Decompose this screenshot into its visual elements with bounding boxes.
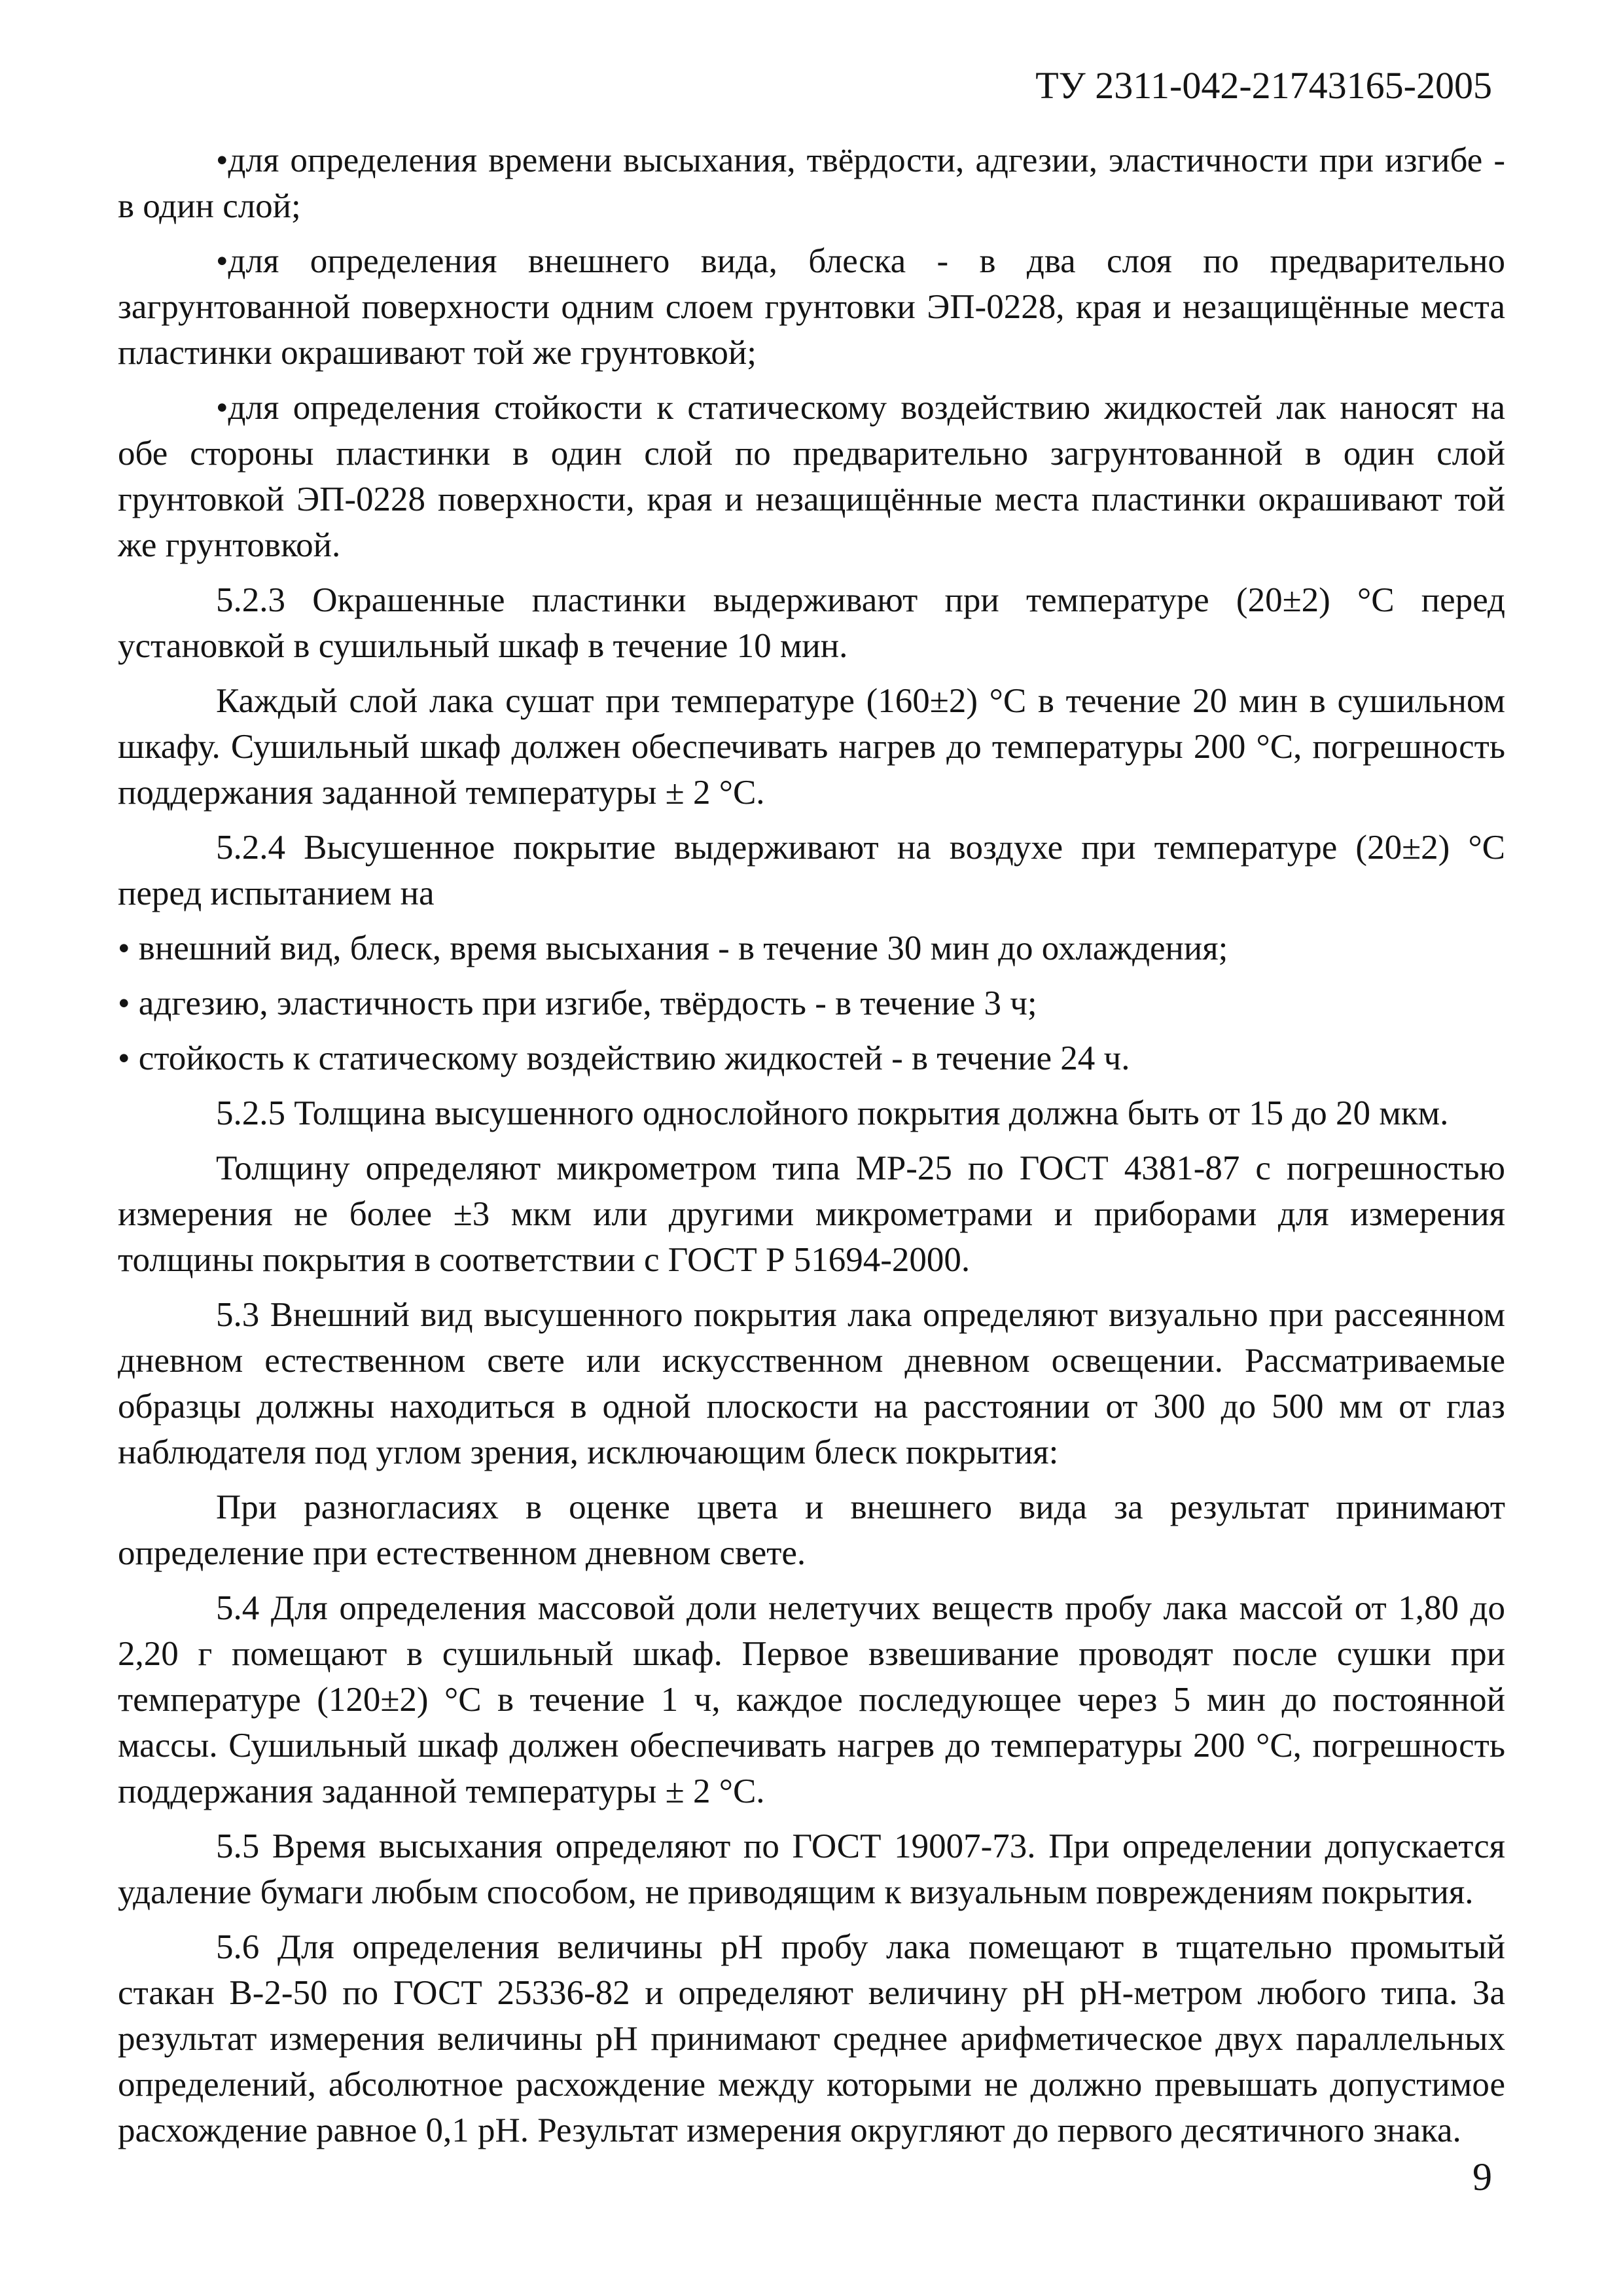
paragraph-5-4: 5.4 Для определения массовой доли нелетучих веществ пробу лака массой от 1,80 до 2,20 г помещают в сушильный шкаф. Первое взвешивание проводят после сушки при температуре (120±2) °С в течение 1 ч, каждое последующее через 5 мин до постоянной массы. Сушильный шкаф должен обеспечивать нагрев до температуры 200 °С, погрешность поддержания заданной температуры ± 2 °С. [118,1589,1505,1810]
paragraph-5-2-5: 5.2.5 Толщина высушенного однослойного покрытия должна быть от 15 до 20 мкм. [216,1094,1449,1132]
page-number: 9 [1472,2155,1492,2198]
document-code: ТУ 2311-042-21743165-2005 [1035,64,1492,107]
paragraph-5-6: 5.6 Для определения величины рН пробу лака помещают в тщательно промытый стакан В-2-50 по ГОСТ 25336-82 и определяют величину рН рН-метром любого типа. За результат измерения величины рН принимают среднее арифметическое двух параллельных определений, абсолютное расхождение между которыми не должно превышать допустимое расхождение равное 0,1 рН. Результат измерения округляют до первого десятичного знака. [118,1928,1505,2149]
paragraph-5-5: 5.5 Время высыхания определяют по ГОСТ 19007-73. При определении допускается удаление бумаги любым способом, не приводящим к визуальным повреждениям покрытия. [118,1827,1505,1911]
paragraph-bullet-drying: •для определения времени высыхания, твёрдости, адгезии, эластичности при изгибе - в один слой; [118,141,1505,225]
paragraph-disagreement: При разногласиях в оценке цвета и внешнего вида за результат принимают определение при естественном дневном свете. [118,1488,1505,1572]
paragraph-5-3: 5.3 Внешний вид высушенного покрытия лака определяют визуально при рассеянном дневном естественном свете или искусственном дневном освещении. Рассматриваемые образцы должны находиться в одной плоскости на расстоянии от 300 до 500 мм от глаз наблюдателя под углом зрения, исключающим блеск покрытия: [118,1296,1505,1471]
list-item-adhesion: • адгезию, эластичность при изгибе, твёрдость - в течение 3 ч; [118,984,1037,1022]
paragraph-drying-layers: Каждый слой лака сушат при температуре (160±2) °С в течение 20 мин в сушильном шкафу. Сушильный шкаф должен обеспечивать нагрев до температуры 200 °С, погрешность поддержания заданной температуры ± 2 °С. [118,682,1505,812]
paragraph-bullet-resistance: •для определения стойкости к статическому воздействию жидкостей лак наносят на обе стороны пластинки в один слой по предварительно загрунтованной в один слой грунтовкой ЭП-0228 поверхности, края и незащищённые места пластинки окрашивают той же грунтовкой. [118,389,1505,564]
paragraph-thickness: Толщину определяют микрометром типа МР-25 по ГОСТ 4381-87 с погрешностью измерения не более ±3 мкм или другими микрометрами и приборами для измерения толщины покрытия в соответствии с ГОСТ Р 51694-2000. [118,1149,1505,1279]
list-item-appearance: • внешний вид, блеск, время высыхания - в течение 30 мин до охлаждения; [118,929,1228,967]
list-item-resistance: • стойкость к статическому воздействию жидкостей - в течение 24 ч. [118,1039,1130,1077]
document-body [118,137,1505,2153]
paragraph-5-2-3: 5.2.3 Окрашенные пластинки выдерживают при температуре (20±2) °С перед установкой в сушильный шкаф в течение 10 мин. [118,581,1505,665]
paragraph-5-2-4: 5.2.4 Высушенное покрытие выдерживают на воздухе при температуре (20±2) °С перед испытанием на [118,829,1505,912]
paragraph-bullet-appearance: •для определения внешнего вида, блеска - в два слоя по предварительно загрунтованной поверхности одним слоем грунтовки ЭП-0228, края и незащищённые места пластинки окрашивают той же грунтовкой; [118,242,1505,372]
